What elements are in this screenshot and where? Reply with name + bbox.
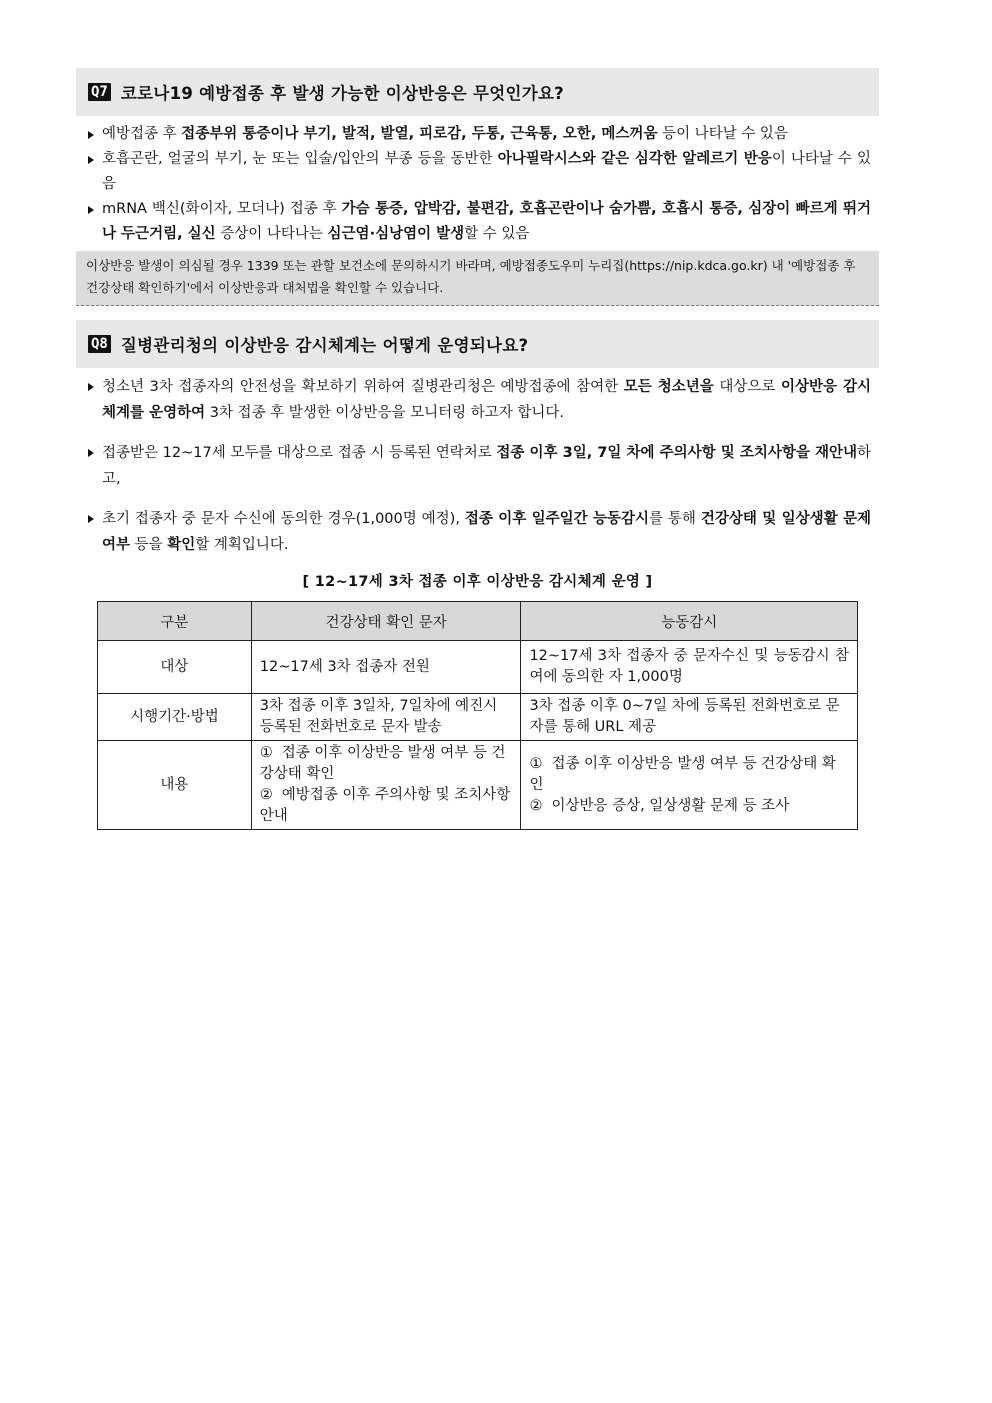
q7-bullet-list <box>76 122 879 247</box>
q8-bullet-3: 초기 접종자 중 문자 수신에 동의한 경우(1,000명 예정), 접종 이후 일주일간 능동감시를 통해 건강상태 및 일상생활 문제 여부 등을 확인할 계획입니다. <box>76 506 879 558</box>
q7-bullet-3: mRNA 백신(화이자, 모더나) 접종 후 가슴 통증, 압박감, 불편감, 호흡곤란이나 숨가쁨, 호흡시 통증, 심장이 빠르게 뛰거나 두근거림, 실신 증상이 나타나는 심근염·심낭염이 발생할 수 있음 <box>76 197 879 247</box>
triangle-bullet-icon <box>88 383 94 391</box>
content-item: ② 이상반응 증상, 일상생활 문제 등 조사 <box>529 797 790 814</box>
row-label: 대상 <box>98 641 252 694</box>
table-cell <box>521 741 858 830</box>
triangle-bullet-icon <box>88 449 94 457</box>
q8-header <box>76 320 879 368</box>
table-cell <box>251 741 521 830</box>
document-page <box>76 68 879 830</box>
table-row <box>98 641 858 694</box>
triangle-bullet-icon <box>88 515 94 523</box>
table-row <box>98 694 858 741</box>
table-cell: 3차 접종 이후 3일차, 7일차에 예진시 등록된 전화번호로 문자 발송 <box>251 694 521 741</box>
q8-badge: Q8 <box>88 335 111 353</box>
table-header-cell: 능동감시 <box>521 602 858 641</box>
table-header-cell: 구분 <box>98 602 252 641</box>
q8-bullet-1: 청소년 3차 접종자의 안전성을 확보하기 위하여 질병관리청은 예방접종에 참여한 모든 청소년을 대상으로 이상반응 감시체계를 운영하여 3차 접종 후 발생한 이상반응을 모니터링 하고자 합니다. <box>76 374 879 426</box>
q7-bullet-2: 호흡곤란, 얼굴의 부기, 눈 또는 입술/입안의 부종 등을 동반한 아나필락시스와 같은 심각한 알레르기 반응이 나타날 수 있음 <box>76 147 879 197</box>
triangle-bullet-icon <box>88 131 94 139</box>
table-row <box>98 741 858 830</box>
table-cell: 3차 접종 이후 0~7일 차에 등록된 전화번호로 문자를 통해 URL 제공 <box>521 694 858 741</box>
table-header-cell: 건강상태 확인 문자 <box>251 602 521 641</box>
content-item: ② 예방접종 이후 주의사항 및 조치사항 안내 <box>259 787 511 824</box>
triangle-bullet-icon <box>88 156 94 164</box>
q8-bullet-list <box>76 374 879 558</box>
row-label: 내용 <box>98 741 252 830</box>
row-label: 시행기간·방법 <box>98 694 252 741</box>
monitoring-table <box>97 601 858 830</box>
q8-bullet-2: 접종받은 12~17세 모두를 대상으로 접종 시 등록된 연락처로 접종 이후 3일, 7일 차에 주의사항 및 조치사항을 재안내하고, <box>76 440 879 492</box>
table-caption: [ 12~17세 3차 접종 이후 이상반응 감시체계 운영 ] <box>302 574 653 590</box>
q7-header <box>76 68 879 116</box>
table-cell: 12~17세 3차 접종자 전원 <box>251 641 521 694</box>
content-item: ① 접종 이후 이상반응 발생 여부 등 건강상태 확인 <box>529 755 836 793</box>
q8-title: 질병관리청의 이상반응 감시체계는 어떻게 운영되나요? <box>120 336 529 355</box>
triangle-bullet-icon <box>88 206 94 214</box>
q7-note-box: 이상반응 발생이 의심될 경우 1339 또는 관할 보건소에 문의하시기 바라며, 예방접종도우미 누리집(https://nip.kdca.go.kr) 내 '예방접종 후 건강상태 확인하기'에서 이상반응과 대처법을 확인할 수 있습니다. <box>76 251 879 306</box>
q7-bullet-1: 예방접종 후 접종부위 통증이나 부기, 발적, 발열, 피로감, 두통, 근육통, 오한, 메스꺼움 등이 나타날 수 있음 <box>76 122 879 147</box>
q7-title: 코로나19 예방접종 후 발생 가능한 이상반응은 무엇인가요? <box>120 84 565 103</box>
q7-badge: Q7 <box>88 83 111 101</box>
table-header-row <box>98 602 858 641</box>
table-cell: 12~17세 3차 접종자 중 문자수신 및 능동감시 참여에 동의한 자 1,000명 <box>521 641 858 694</box>
content-item: ① 접종 이후 이상반응 발생 여부 등 건강상태 확인 <box>259 745 506 782</box>
